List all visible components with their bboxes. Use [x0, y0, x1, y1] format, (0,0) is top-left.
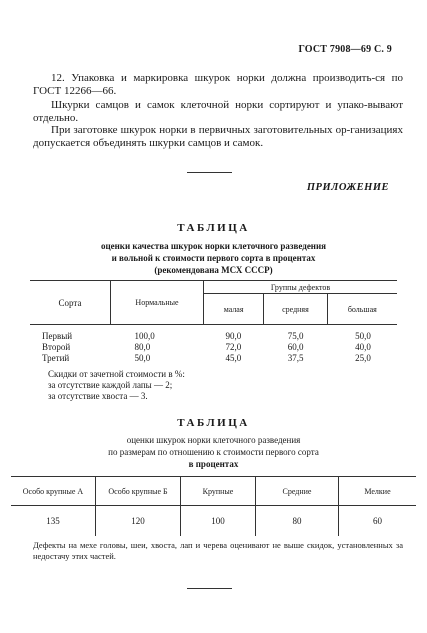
header-large: Крупные — [181, 477, 256, 506]
paragraph-sorting: Шкурки самцов и самок клеточной норки сортируют и упако-вывают отдельно. — [33, 99, 403, 124]
table1-subtitle-line: оценки качества шкурок норки клеточного разведения — [100, 241, 327, 251]
row-large-value: 40,0 — [355, 342, 371, 352]
header-small: малая — [204, 294, 264, 325]
row-sort-name: Первый — [42, 331, 73, 341]
header-large: большая — [327, 294, 397, 325]
row-small-value: 72,0 — [225, 342, 242, 352]
table1-subtitle — [0, 240, 427, 276]
table1-title: ТАБЛИЦА — [177, 222, 250, 234]
row-small-value: 45,0 — [225, 353, 242, 363]
row-large-value: 50,0 — [355, 331, 371, 341]
table-row — [11, 506, 416, 537]
row-small-value: 90,0 — [225, 331, 242, 341]
row-normal-value: 50,0 — [134, 353, 151, 363]
value-large: 100 — [181, 506, 256, 537]
value-medium: 80 — [256, 506, 339, 537]
value-extra-large-b: 120 — [96, 506, 181, 537]
note-line: за отсутствие каждой лапы — 2; — [48, 380, 173, 390]
paragraph-packaging: 12. Упаковка и маркировка шкурок норки должна производить-ся по ГОСТ 12266—66. — [33, 72, 403, 97]
header-small: Мелкие — [339, 477, 417, 506]
header-defect-groups: Группы дефектов — [204, 281, 398, 294]
table2-subtitle — [0, 434, 427, 470]
table-row — [30, 342, 397, 353]
table-row — [30, 325, 397, 343]
table1-subtitle-line: (рекомендована МСХ СССР) — [154, 265, 273, 275]
size-table — [11, 476, 416, 536]
row-sort-name: Третий — [42, 353, 70, 363]
row-normal-value: 80,0 — [134, 342, 151, 352]
discount-notes — [48, 369, 185, 402]
paragraph-combining: При заготовке шкурок норки в первичных заготовительных ор-ганизациях допускается объединять шкурки самцов и самок. — [33, 124, 403, 149]
header-normal: Нормальные — [111, 281, 204, 325]
appendix-label: ПРИЛОЖЕНИЕ — [306, 182, 389, 193]
header-sort: Сорта — [30, 281, 111, 325]
header-medium: средняя — [264, 294, 327, 325]
divider — [187, 588, 232, 589]
table1-subtitle-line: и вольной к стоимости первого сорта в процентах — [111, 253, 316, 263]
row-medium-value: 60,0 — [287, 342, 304, 352]
note-line: за отсутствие хвоста — 3. — [48, 391, 148, 401]
note-line: Скидки от зачетной стоимости в %: — [48, 369, 185, 379]
value-small: 60 — [339, 506, 417, 537]
table2-subtitle-line: в процентах — [188, 459, 239, 469]
header-extra-large-b: Особо крупные Б — [96, 477, 181, 506]
table2-subtitle-line: оценки шкурок норки клеточного разведения — [126, 435, 301, 445]
row-sort-name: Второй — [42, 342, 71, 352]
header-extra-large-a: Особо крупные А — [11, 477, 96, 506]
defects-note: Дефекты на мехе головы, шеи, хвоста, лап и черева оценивают не выше скидок, установленных за недостачу этих частей. — [33, 540, 403, 561]
table2-subtitle-line: по размерам по отношению к стоимости первого сорта — [108, 447, 319, 457]
page-header: ГОСТ 7908—69 С. 9 — [298, 44, 392, 55]
quality-table — [30, 280, 397, 364]
table-row — [30, 353, 397, 364]
row-medium-value: 75,0 — [287, 331, 304, 341]
row-medium-value: 37,5 — [287, 353, 304, 363]
row-normal-value: 100,0 — [134, 331, 155, 341]
header-medium: Средние — [256, 477, 339, 506]
row-large-value: 25,0 — [355, 353, 371, 363]
divider — [187, 172, 232, 173]
value-extra-large-a: 135 — [46, 516, 60, 526]
table2-title: ТАБЛИЦА — [177, 417, 250, 429]
